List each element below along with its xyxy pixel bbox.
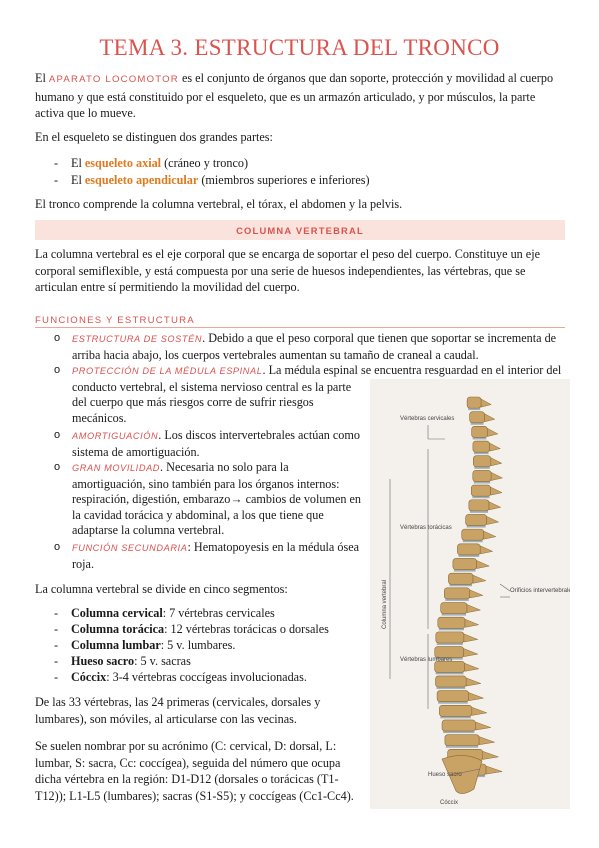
vertebra (438, 617, 465, 628)
tronco-text: El tronco comprende la columna vertebral, el tórax, el abdomen y la pelvis. (35, 197, 403, 211)
vertebra (435, 647, 464, 658)
function-label: ESTRUCTURA DE SOSTÉN (72, 334, 203, 344)
vertebra (435, 676, 466, 687)
list-item: - El esqueleto axial (cráneo y tronco) (35, 155, 565, 172)
label-sacro: Hueso sacro (428, 772, 462, 778)
apendicular-term: esqueleto apendicular (84, 172, 199, 187)
function-item: o ESTRUCTURA DE SOSTÉN. Debido a que el peso corporal que tienen que soportar se incrementa de arriba hacia abajo, los cuerpos vertebrales aumentan su tamaño de craneal a caudal. (54, 331, 557, 362)
skeleton-parts-list (35, 155, 565, 188)
vertebra (472, 426, 488, 437)
vertebra (457, 544, 480, 555)
subsection-header (35, 310, 565, 328)
intro-paragraph (35, 70, 565, 122)
segments-intro: La columna vertebral se divide en cinco segmentos: (35, 582, 288, 596)
vertebra (462, 529, 484, 540)
vertebra (469, 500, 489, 511)
intro-rest: es el conjunto de órganos que dan soporte, protección y movilidad al cuerpo humano y que está constituido por el esqueleto, que es un armazón articulado, y por músculos, la parte activa que lo mueve. (35, 71, 554, 120)
mobile-text: De las 33 vértebras, las 24 primeras (cervicales, dorsales y lumbares), son móviles, al articularse con las vecinas. (35, 695, 321, 726)
axial-term: esqueleto axial (84, 156, 162, 170)
function-item: o FUNCIÓN SECUNDARIA: Hematopoyesis en la médula ósea roja. (54, 540, 360, 571)
vertebra (436, 632, 464, 643)
section-title: COLUMNA VERTEBRAL (236, 225, 364, 236)
label-toracicas: Vértebras torácicas (400, 525, 452, 531)
vertebra (444, 588, 469, 599)
vertebra (473, 456, 491, 467)
label-columna: Columna vertebral (382, 579, 388, 629)
subsection-title: FUNCIONES Y ESTRUCTURA (35, 315, 195, 326)
list-item: - El esqueleto apendicular (miembros superiores e inferiores) (35, 172, 565, 189)
intro-prefix: El (35, 71, 49, 85)
function-item: o GRAN MOVILIDAD. Necesaria no solo para la amortiguación, sino también para los órganos internos: respiración, digestión, embarazo→ cambios de volumen en la cavidad torácica y abdominal, a los que tiene que adaptarse la columna vertebral. (54, 460, 362, 537)
list-item: - Columna lumbar: 5 v. lumbares. (35, 637, 355, 653)
label-lumbares: Vértebras lumbares (400, 657, 453, 663)
vertebra (441, 603, 467, 614)
vertebra (473, 441, 490, 452)
spine-illustration (370, 379, 570, 809)
label-cervicales: Vértebras cervicales (400, 416, 455, 422)
naming-text: Se suelen nombrar por su acrónimo (C: cervical, D: dorsal, L: lumbar, S: sacra, Cc: coccígea), seguida del número que ocupa dicha vértebra en la región: D1-D12 (dorsales o torácicas (T1- T12)); L1-L5 (lumbares); sacras (S1-S5); y coccígeas (Cc1-Cc4). (35, 739, 354, 803)
list-item: - Columna torácica: 12 vértebras torácicas o dorsales (35, 621, 355, 637)
list-item: - Cóccix: 3-4 vértebras coccígeas involucionadas. (35, 669, 355, 685)
function-item: o AMORTIGUACIÓN. Los discos intervertebrales actúan como sistema de amortiguación. (54, 428, 360, 459)
vertebra (453, 558, 477, 569)
vertebra (467, 397, 481, 408)
vertebra (442, 720, 475, 731)
column-intro: La columna vertebral es el eje corporal que se encarga de soportar el peso del cuerpo. Constituye un eje corporal semiflexible, y está compuesta por una serie de huesos independientes, las vértebras, que se articulan entre sí permitiendo la movilidad del cuerpo. (35, 247, 541, 294)
segments-list (35, 605, 355, 685)
function-label: AMORTIGUACIÓN (72, 431, 159, 441)
page-title: TEMA 3. ESTRUCTURA DEL TRONCO (99, 35, 500, 60)
label-coccix: Cóccix (440, 800, 459, 806)
list-item: - Columna cervical: 7 vértebras cervicales (35, 605, 355, 621)
vertebra (466, 514, 487, 525)
function-label: FUNCIÓN SECUNDARIA (72, 543, 188, 553)
function-label: GRAN MOVILIDAD (72, 463, 161, 473)
function-item: o PROTECCIÓN DE LA MÉDULA ESPINAL. La médula espinal se encuentra resguardad en el interior del conducto vertebral, el sistema nervioso central es la parte del cuerpo que más riesgos corre de sufrir riesgos mecánicos. (54, 363, 562, 425)
vertebra (473, 470, 491, 481)
skeleton-intro: En el esqueleto se distinguen dos grandes partes: (35, 130, 273, 144)
function-label: PROTECCIÓN DE LA MÉDULA ESPINAL (72, 366, 263, 376)
list-item: - Hueso sacro: 5 v. sacras (35, 653, 355, 669)
vertebra (445, 735, 479, 746)
vertebra (470, 412, 485, 423)
aparato-locomotor-term: APARATO LOCOMOTOR (48, 74, 179, 85)
spine-figure (370, 379, 570, 809)
vertebra (448, 573, 473, 584)
vertebra (471, 485, 490, 496)
section-header-columna (35, 220, 565, 240)
vertebra (439, 705, 471, 716)
label-orificios: Orificios intervertebrales (510, 588, 570, 594)
vertebra (437, 691, 469, 702)
